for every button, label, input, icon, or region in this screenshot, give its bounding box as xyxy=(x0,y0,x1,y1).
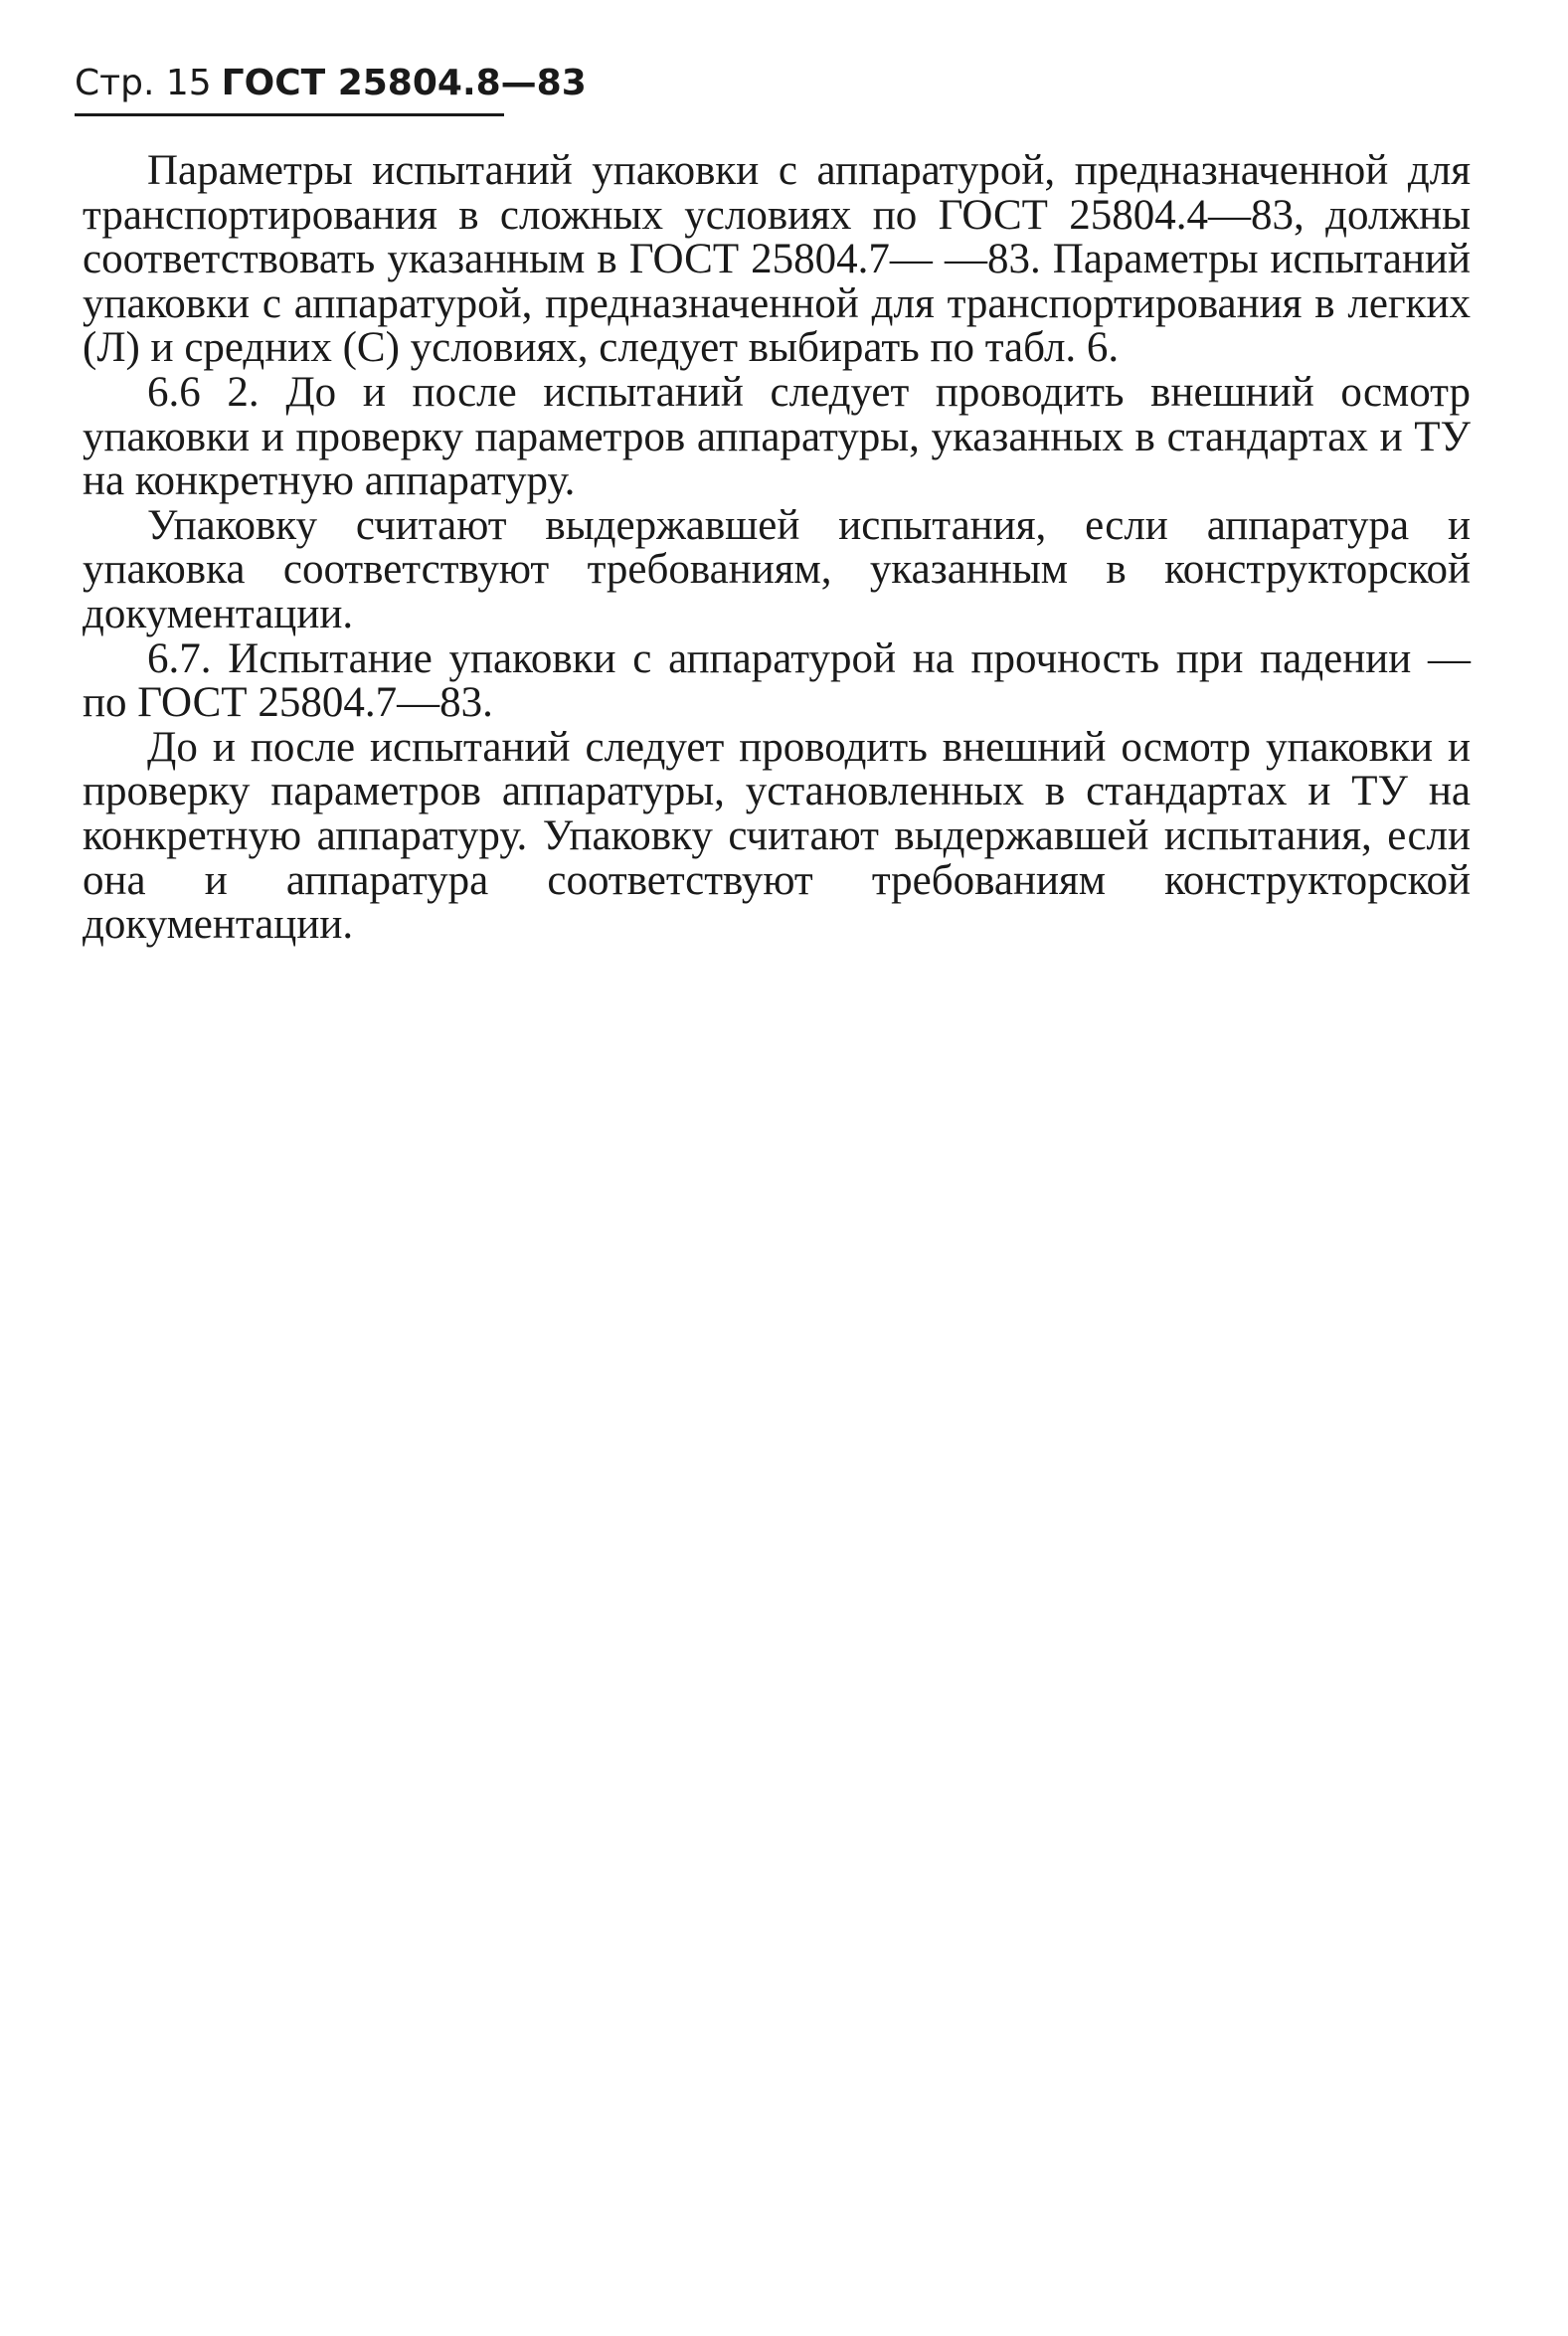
standard-number: ГОСТ 25804.8—83 xyxy=(221,63,587,103)
paragraph-6-6-2: 6.6 2. До и после испытаний следует проводить внешний осмотр упаковки и проверку параметров аппаратуры, указанных в стандартах и ТУ на конкретную аппаратуру. xyxy=(83,368,1471,505)
paragraph-acceptance: Упаковку считают выдержавшей испытания, если аппаратура и упаковка соответствуют требованиям, указанным в конструкторской документации. xyxy=(83,501,1471,637)
paragraph-6-7: 6.7. Испытание упаковки с аппаратурой на прочность при падении — по ГОСТ 25804.7—83. xyxy=(83,634,1471,727)
page-header xyxy=(75,62,587,105)
document-body xyxy=(83,149,1471,948)
paragraph-test-parameters: Параметры испытаний упаковки с аппаратурой, предназначенной для транспортирования в сложных условиях по ГОСТ 25804.4—83, должны соответствовать указанным в ГОСТ 25804.7— —83. Параметры испытаний упаковки с аппаратурой, предназначенной для транспортирования в легких (Л) и средних (С) условиях, следует выбирать по табл. 6. xyxy=(83,147,1471,372)
page-number: Стр. 15 xyxy=(75,63,212,103)
header-underline xyxy=(75,113,504,116)
paragraph-drop-inspection: До и после испытаний следует проводить внешний осмотр упаковки и проверку параметров аппаратуры, установленных в стандартах и ТУ на конкретную аппаратуру. Упаковку считают выдержавшей испытания, если она и аппаратура соответствуют требованиям конструкторской документации. xyxy=(83,723,1471,949)
